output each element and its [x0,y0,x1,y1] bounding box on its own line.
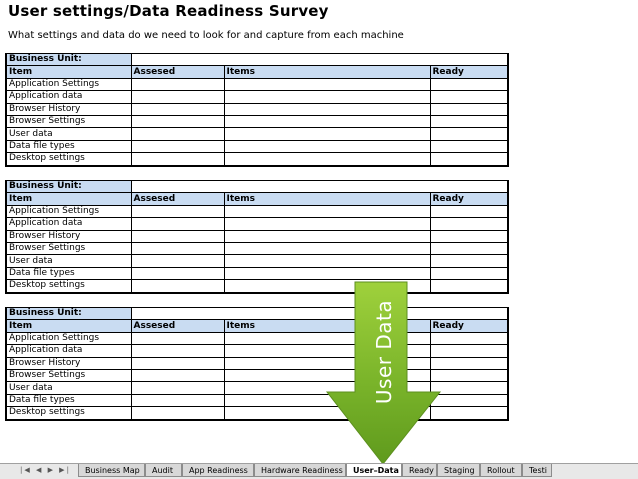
survey-table-2 [5,180,507,294]
cell[interactable] [224,153,430,166]
table-row [6,153,508,166]
row-label[interactable]: Data file types [6,394,131,406]
cell[interactable] [224,78,430,90]
row-label[interactable]: Application Settings [6,205,131,217]
cell[interactable] [131,369,224,381]
cell[interactable] [430,140,508,152]
cell[interactable] [430,128,508,140]
cell[interactable] [131,382,224,394]
cell[interactable] [430,242,508,254]
table-row [6,78,508,90]
col-header-items: Items [224,193,430,205]
col-header-item: Item [6,320,131,332]
tab-testing[interactable]: Testi [522,464,552,477]
cell[interactable] [224,128,430,140]
cell[interactable] [430,205,508,217]
cell[interactable] [224,115,430,127]
cell[interactable] [131,255,224,267]
row-label[interactable]: User data [6,255,131,267]
business-unit-cell[interactable] [131,308,508,320]
tab-app-readiness[interactable]: App Readiness [182,464,254,477]
cell[interactable] [131,407,224,420]
table-row [6,242,508,254]
survey-table-1 [5,53,507,167]
cell[interactable] [131,345,224,357]
col-header-ready: Ready [430,320,508,332]
row-label[interactable]: Application Settings [6,78,131,90]
cell[interactable] [224,205,430,217]
row-label[interactable]: Application data [6,345,131,357]
cell[interactable] [224,218,430,230]
row-label[interactable]: User data [6,128,131,140]
table-row [6,218,508,230]
sheet-nav-arrows[interactable]: |◀ ◀ ▶ ▶| [20,466,71,474]
cell[interactable] [224,267,430,279]
tab-user-data[interactable]: User–Data [346,464,402,477]
cell[interactable] [131,103,224,115]
col-header-ready: Ready [430,193,508,205]
tab-ready[interactable]: Ready [402,464,437,477]
tab-business-map[interactable]: Business Map [78,464,145,477]
table-row [6,140,508,152]
cell[interactable] [131,218,224,230]
cell[interactable] [224,255,430,267]
row-label[interactable]: Data file types [6,140,131,152]
tab-audit[interactable]: Audit [145,464,182,477]
cell[interactable] [131,115,224,127]
cell[interactable] [131,230,224,242]
business-unit-cell[interactable] [131,54,508,66]
cell[interactable] [224,91,430,103]
row-label[interactable]: Desktop settings [6,280,131,293]
cell[interactable] [430,255,508,267]
cell[interactable] [430,91,508,103]
table-row [6,255,508,267]
row-label[interactable]: Data file types [6,267,131,279]
cell[interactable] [131,267,224,279]
business-unit-label: Business Unit: [6,308,131,320]
cell[interactable] [131,153,224,166]
cell[interactable] [430,103,508,115]
col-header-assessed: Assesed [131,193,224,205]
cell[interactable] [131,394,224,406]
row-label[interactable]: Browser Settings [6,369,131,381]
cell[interactable] [430,267,508,279]
business-unit-cell[interactable] [131,181,508,193]
cell[interactable] [131,332,224,344]
table-row [6,103,508,115]
row-label[interactable]: Application data [6,91,131,103]
row-label[interactable]: Browser History [6,230,131,242]
cell[interactable] [224,230,430,242]
cell[interactable] [131,78,224,90]
row-label[interactable]: Desktop settings [6,407,131,420]
cell[interactable] [131,140,224,152]
cell[interactable] [430,230,508,242]
cell[interactable] [224,242,430,254]
cell[interactable] [131,280,224,293]
table-row [6,115,508,127]
survey-table [5,180,509,294]
cell[interactable] [224,140,430,152]
cell[interactable] [131,205,224,217]
row-label[interactable]: Browser History [6,357,131,369]
arrow-label: User Data [372,299,396,405]
cell[interactable] [430,78,508,90]
row-label[interactable]: Browser Settings [6,242,131,254]
table-row [6,230,508,242]
cell[interactable] [430,153,508,166]
row-label[interactable]: Desktop settings [6,153,131,166]
cell[interactable] [430,115,508,127]
col-header-assessed: Assesed [131,66,224,78]
col-header-items: Items [224,320,430,332]
row-label[interactable]: Browser Settings [6,115,131,127]
tab-hardware-readiness[interactable]: Hardware Readiness [254,464,346,477]
page-subtitle: What settings and data do we need to look for and capture from each machine [8,30,404,41]
col-header-item: Item [6,193,131,205]
table-row [6,267,508,279]
col-header-assessed: Assesed [131,320,224,332]
business-unit-label: Business Unit: [6,54,131,66]
table-row [6,128,508,140]
business-unit-label: Business Unit: [6,181,131,193]
page-title: User settings/Data Readiness Survey [8,2,329,20]
survey-table [5,53,509,167]
row-label[interactable]: User data [6,382,131,394]
cell[interactable] [131,357,224,369]
row-label[interactable]: Application data [6,218,131,230]
col-header-ready: Ready [430,66,508,78]
row-label[interactable]: Application Settings [6,332,131,344]
sheet-tab-bar [0,463,638,479]
cell[interactable] [224,103,430,115]
row-label[interactable]: Browser History [6,103,131,115]
cell[interactable] [430,218,508,230]
col-header-items: Items [224,66,430,78]
cell[interactable] [131,128,224,140]
table-row [6,205,508,217]
cell[interactable] [131,91,224,103]
col-header-item: Item [6,66,131,78]
table-row [6,91,508,103]
tab-staging[interactable]: Staging [437,464,480,477]
tab-rollout[interactable]: Rollout [480,464,522,477]
cell[interactable] [131,242,224,254]
